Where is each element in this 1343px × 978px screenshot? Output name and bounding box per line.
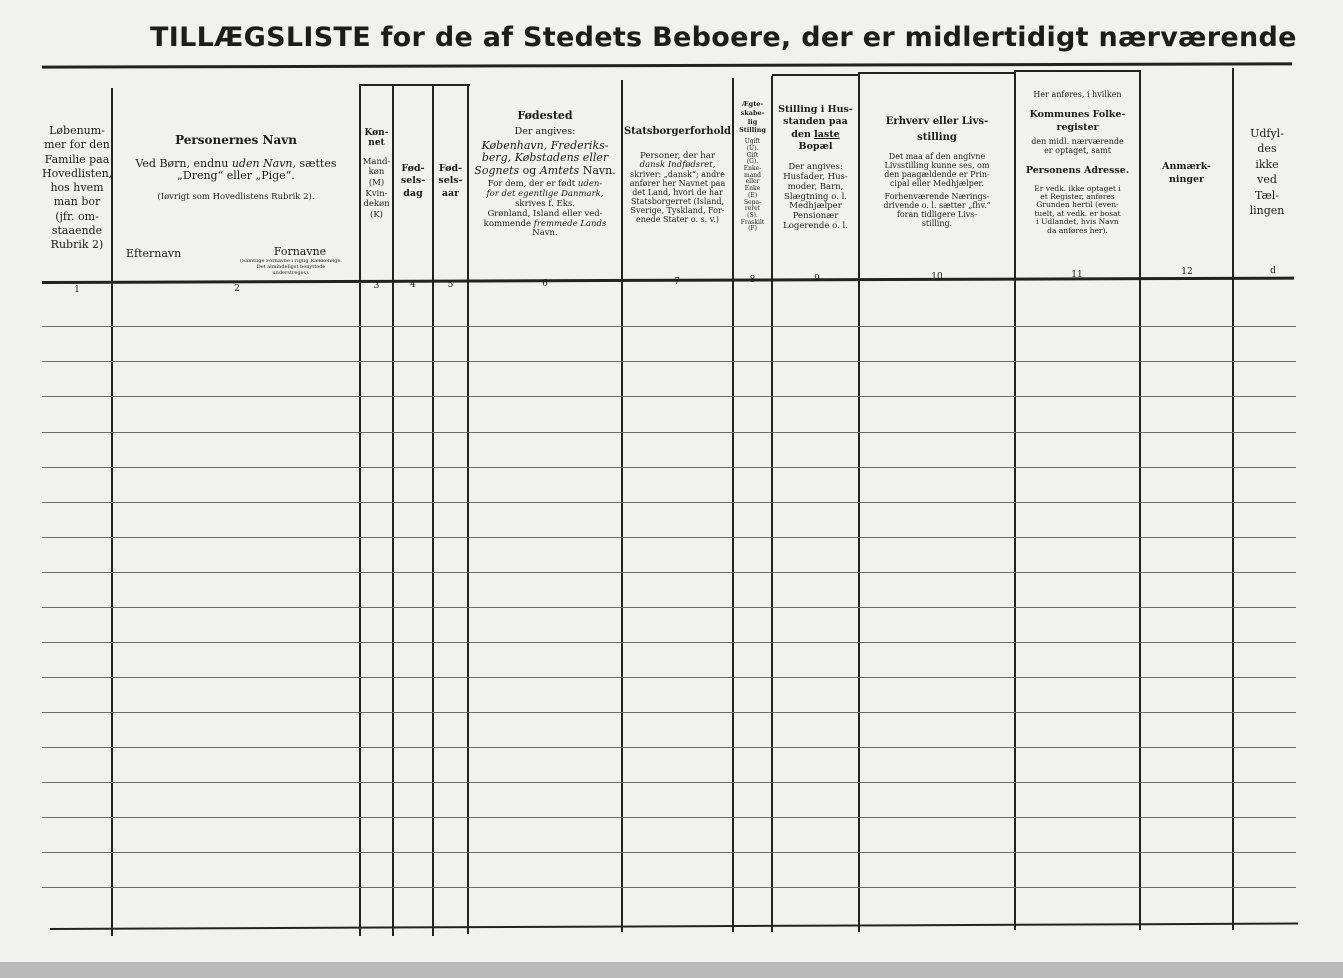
col10-top-rule <box>858 72 1014 74</box>
col2-sub-right: Fornavne <box>273 246 327 258</box>
entry-row-rule <box>42 537 1296 538</box>
col2-number: 2 <box>234 284 240 294</box>
col-divider-4 <box>432 84 434 936</box>
col2-line2: „Dreng“ eller „Pige“. <box>177 169 295 183</box>
col6-places2a: Sognets <box>474 163 520 177</box>
top-rule <box>42 62 1292 68</box>
entry-row-rule <box>42 326 1296 327</box>
scan-bottom-edge <box>0 962 1343 978</box>
entry-row-rule <box>42 361 1296 362</box>
col11-top-rule <box>1014 70 1140 72</box>
col10-text2: Forhenværende Nærings- drivende o. l. sætter „fhv.“ foran tidligere Livs- stilling. <box>883 191 991 228</box>
col6-note1a: For dem, der er født <box>487 179 578 190</box>
cold-number: d <box>1270 266 1276 276</box>
entry-row-rule <box>42 467 1296 468</box>
col5-header: Fød- sels- aar <box>438 163 463 199</box>
col6-note3 <box>469 220 621 240</box>
entry-row-rule <box>42 677 1296 678</box>
col-divider-3 <box>392 84 394 936</box>
entry-row-rule <box>42 502 1296 503</box>
col2-sub-right-note: (Samtlige Fornavne i rigtig Rækkefølge. Det almindeligst benyttede understreges). <box>239 259 343 276</box>
col1-number: 1 <box>74 285 80 295</box>
col6-note3a: kommende <box>483 218 534 229</box>
col3-heading: Køn- net <box>364 128 389 149</box>
col6-places2 <box>469 165 621 178</box>
col6-note2: skrives f. Eks. Grønland, Island eller ved- <box>487 199 603 219</box>
col6-places2b: og <box>519 163 540 177</box>
entry-row-rule <box>42 887 1296 888</box>
col9-header <box>773 104 858 232</box>
col7-text3: skriver: „dansk“; andre anfører her Navnet paa det Land, hvori de har Statsborgerret (Island, Sverige, Tyskland, For- enede Stater o. s. v.) <box>629 170 726 224</box>
col7-heading: Statsborgerforhold <box>623 126 732 137</box>
col9-text: Der angives: Husfader, Hus- moder, Barn, Slægtning o. l. Medhjælper Pensionær Logerende o. l. <box>783 162 848 231</box>
col3-header <box>361 128 392 220</box>
col11-text2: Er vedk. ikke optaget i et Register, anføres Grunden hertil (even- tuelt, at vedk. er bosat i Udlandet, hvis Navn da anføres her). <box>1034 183 1121 235</box>
col3-number: 3 <box>373 281 380 291</box>
entry-row-rule <box>42 432 1296 433</box>
entry-row-rule <box>42 572 1296 573</box>
col2-line1a: Ved Børn, endnu <box>135 156 232 170</box>
col4-number: 4 <box>410 280 416 290</box>
col7-number: 7 <box>674 277 680 287</box>
col11-line1: Her anføres, i hvilken <box>1033 90 1122 99</box>
cold-header: Udfyl- des ikke ved Tæl- lingen <box>1249 127 1285 217</box>
col6-note1b: uden- for det egentlige Danmark, <box>486 179 604 200</box>
table-bottom-rule <box>50 923 1298 930</box>
col12-header: Anmærk- ninger <box>1162 161 1211 186</box>
col11-header <box>1016 90 1139 235</box>
col7-text1: Personer, der har <box>640 150 715 161</box>
col2-header <box>114 134 358 203</box>
col2-line1c: sættes <box>296 156 337 170</box>
col10-number: 10 <box>931 272 943 282</box>
entry-row-rule <box>42 712 1296 713</box>
col6-note3c: Navn. <box>532 228 558 239</box>
col11-heading: Kommunes Folke- register <box>1029 109 1126 133</box>
col8-text: Ugift (U). Gift (G). Enke- mand eller Enke (E) Sepa- reret (S). Fraskilt (F) <box>740 138 765 233</box>
col11-text1: den midl. nærværende er optaget, samt <box>1031 136 1124 155</box>
entry-row-rule <box>42 747 1296 748</box>
col10-heading: Erhverv eller Livs- stilling <box>885 116 989 143</box>
col10-text1: Det maa af den angivne Livsstilling kunne ses, om den paagældende er Prin- cipal eller Medhjælper. <box>884 152 990 188</box>
col8-header <box>734 100 771 233</box>
col6-places: København, Frederiks- berg, Købstadens eller <box>481 138 609 165</box>
col6-places2c: Amtets <box>539 163 580 177</box>
col9-number: 9 <box>814 274 820 284</box>
col6-sub: Der angives: <box>514 125 576 137</box>
page-title: TILLÆGSLISTE for de af Stedets Beboere, der er midlertidigt nærværende <box>150 22 1297 53</box>
col6-header <box>469 110 621 239</box>
col2-sub-left: Efternavn <box>126 248 182 260</box>
col9-heading-b: laste <box>814 128 840 140</box>
entry-row-rule <box>42 817 1296 818</box>
col10-header <box>860 114 1014 229</box>
col-divider-11 <box>1139 70 1141 930</box>
col6-note1 <box>469 180 621 200</box>
entry-row-rule <box>42 607 1296 608</box>
col3-top-rule <box>360 84 470 86</box>
entry-row-rule <box>42 396 1296 397</box>
col11-number: 11 <box>1071 270 1083 280</box>
col2-line1b: uden Navn, <box>231 156 297 170</box>
col6-note3b: fremmede Lands <box>533 218 607 229</box>
col4-header: Fød- sels- dag <box>400 163 426 199</box>
col3-text: Mand- køn (M) Kvin- dekøn (K) <box>362 156 391 220</box>
col9-top-rule <box>772 74 858 76</box>
col8-number: 8 <box>749 275 756 285</box>
col9-heading-a: Stilling i Hus- standen paa den <box>778 104 853 140</box>
col11-heading2: Personens Adresse. <box>1025 164 1130 176</box>
col6-number: 6 <box>542 279 548 289</box>
entry-row-rule <box>42 852 1296 853</box>
col6-places2d: Navn. <box>579 163 616 177</box>
col9-heading <box>773 104 858 153</box>
col12-number: 12 <box>1181 267 1193 277</box>
col9-heading-c: Bopæl <box>798 141 833 153</box>
col2-heading: Personernes Navn <box>175 134 297 147</box>
col2-line3: (Iøvrigt som Hovedlistens Rubrik 2). <box>157 192 315 203</box>
col5-number: 5 <box>447 280 454 290</box>
entry-row-rule <box>42 782 1296 783</box>
col7-text2: dansk Indfødsret, <box>639 160 716 171</box>
col1-header: Løbenum- mer for den Familie paa Hovedlisten, hos hvem man bor (jfr. om- staaende Rubrik 2) <box>42 124 112 252</box>
col8-heading: Ægte- skabe- lig Stilling <box>739 100 766 135</box>
col7-header <box>623 126 732 225</box>
entry-row-rule <box>42 642 1296 643</box>
col6-heading: Fødested <box>517 110 573 122</box>
